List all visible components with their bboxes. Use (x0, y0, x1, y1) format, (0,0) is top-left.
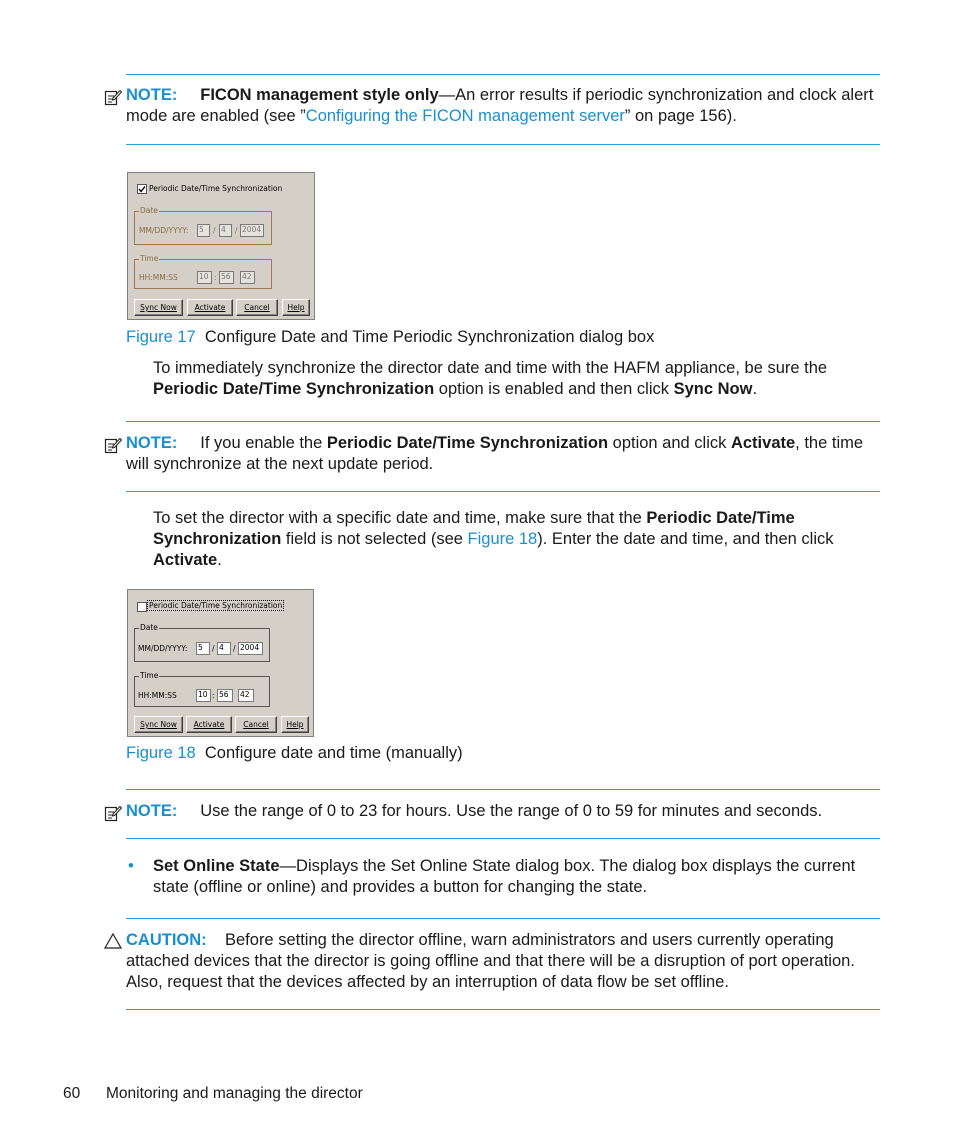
date-format-label: MM/DD/YYYY: (139, 226, 189, 235)
figure-18-link[interactable]: Figure 18 (467, 530, 538, 548)
date-separator: / (233, 644, 236, 653)
bullet-text: —Displays the Set Online State dialog box. The dialog box displays the current state (offline or online) and provides a button for changing the state. (153, 857, 856, 896)
rule-bottom-note3 (126, 838, 880, 839)
figure-number: Figure 18 (126, 744, 196, 762)
time-format-label: HH:MM:SS (139, 273, 178, 282)
help-button[interactable]: Help (282, 299, 310, 316)
rule-top-note1 (126, 74, 880, 75)
paragraph-sync-now (153, 358, 881, 400)
year-input[interactable]: 2004 (240, 224, 264, 237)
rule-top-caution (126, 918, 880, 919)
note-label: NOTE: (126, 86, 178, 104)
date-format-label: MM/DD/YYYY: (138, 644, 188, 653)
note-text-end: ” on page 156). (624, 107, 737, 125)
para-bold: Periodic Date/Time Synchronization (153, 509, 795, 548)
bullet-marker: • (128, 857, 134, 875)
note-text: If you enable the (200, 434, 327, 452)
note-bold: FICON management style only (200, 86, 439, 104)
page-number: 60 (63, 1085, 81, 1102)
note-ranges (126, 801, 880, 822)
rule-bottom-note2 (126, 491, 880, 492)
rule-top-note2 (126, 421, 880, 422)
cancel-button[interactable]: Cancel (236, 299, 278, 316)
sync-now-button[interactable]: Sync Now (134, 299, 183, 316)
hour-input[interactable]: 10 (196, 689, 211, 702)
rule-bottom-note1 (126, 144, 880, 145)
para-text: . (752, 380, 758, 398)
date-group-title: Date (140, 206, 158, 215)
time-group-title: Time (140, 254, 159, 263)
time-separator: : (212, 691, 215, 700)
date-separator: / (213, 226, 216, 235)
note-bold: Activate (730, 434, 796, 452)
periodic-sync-checkbox[interactable] (137, 602, 147, 612)
time-separator: : (214, 273, 217, 282)
figure-caption: Configure date and time (manually) (204, 744, 463, 762)
day-input[interactable]: 4 (217, 642, 231, 655)
time-group-title: Time (140, 671, 159, 680)
para-bold: Periodic Date/Time Synchronization (153, 380, 435, 398)
para-text: To immediately synchronize the director date and time with the HAFM appliance, be sure the (153, 359, 828, 377)
activate-button[interactable]: Activate (187, 299, 233, 316)
bullet-bold: Set Online State (153, 857, 280, 875)
ficon-server-link[interactable]: Configuring the FICON management server (305, 107, 625, 125)
second-input[interactable]: 42 (240, 271, 255, 284)
figure-caption: Configure Date and Time Periodic Synchronization dialog box (204, 328, 655, 346)
periodic-sync-label: Periodic Date/Time Synchronization (149, 184, 283, 193)
hour-input[interactable]: 10 (197, 271, 212, 284)
caution-text: Before setting the director offline, warn administrators and users currently operating attached devices that the director is going offline and that there will be a disruption of port operation. Also, request that the devices affected by an interruption of data flow be set offline. (126, 931, 855, 991)
help-button[interactable]: Help (281, 716, 309, 733)
time-format-label: HH:MM:SS (138, 691, 177, 700)
para-text: field is not selected (see (281, 530, 468, 548)
periodic-sync-label: Periodic Date/Time Synchronization (149, 601, 283, 610)
date-group-title: Date (140, 623, 158, 632)
rule-top-note3 (126, 789, 880, 790)
day-input[interactable]: 4 (219, 224, 232, 237)
rule-bottom-caution (126, 1009, 880, 1010)
note-text: —An error results if periodic synchronization and clock alert mode are enabled (see ” (126, 86, 874, 125)
caution-offline (126, 930, 880, 993)
note-ficon (126, 85, 880, 127)
caution-label: CAUTION: (126, 931, 207, 949)
sync-now-button[interactable]: Sync Now (134, 716, 183, 733)
minute-input[interactable]: 56 (219, 271, 234, 284)
caution-triangle-icon (104, 932, 122, 950)
date-separator: / (235, 226, 238, 235)
date-separator: / (212, 644, 215, 653)
bullet-set-online-state (153, 856, 881, 898)
footer-title: Monitoring and managing the director (106, 1085, 363, 1102)
cancel-button[interactable]: Cancel (235, 716, 277, 733)
note-text: Use the range of 0 to 23 for hours. Use the range of 0 to 59 for minutes and seconds. (200, 802, 823, 820)
activate-button[interactable]: Activate (186, 716, 232, 733)
note-icon (104, 436, 122, 454)
note-icon (104, 804, 122, 822)
periodic-sync-dialog (127, 172, 315, 320)
periodic-sync-checkbox[interactable] (137, 184, 147, 194)
note-activate (126, 433, 880, 475)
month-input[interactable]: 5 (196, 642, 210, 655)
figure-17-caption (126, 327, 654, 348)
year-input[interactable]: 2004 (238, 642, 263, 655)
para-text: ). Enter the date and time, and then click (537, 530, 834, 548)
para-text: To set the director with a specific date and time, make sure that the (153, 509, 647, 527)
note-text: , the time will synchronize at the next update period. (126, 434, 864, 473)
second-input[interactable]: 42 (238, 689, 254, 702)
note-label: NOTE: (126, 802, 178, 820)
para-bold: Sync Now (673, 380, 753, 398)
note-bold: Periodic Date/Time Synchronization (326, 434, 609, 452)
note-text: option and click (608, 434, 731, 452)
note-icon (104, 88, 122, 106)
para-bold: Activate (153, 551, 218, 569)
para-text: option is enabled and then click (434, 380, 674, 398)
month-input[interactable]: 5 (197, 224, 210, 237)
para-text: . (217, 551, 222, 569)
minute-input[interactable]: 56 (217, 689, 233, 702)
paragraph-manual-date (153, 508, 881, 571)
checkmark-icon (138, 185, 146, 193)
note-label: NOTE: (126, 434, 178, 452)
figure-number: Figure 17 (126, 328, 196, 346)
figure-18-caption (126, 743, 463, 764)
manual-date-dialog (127, 589, 314, 737)
